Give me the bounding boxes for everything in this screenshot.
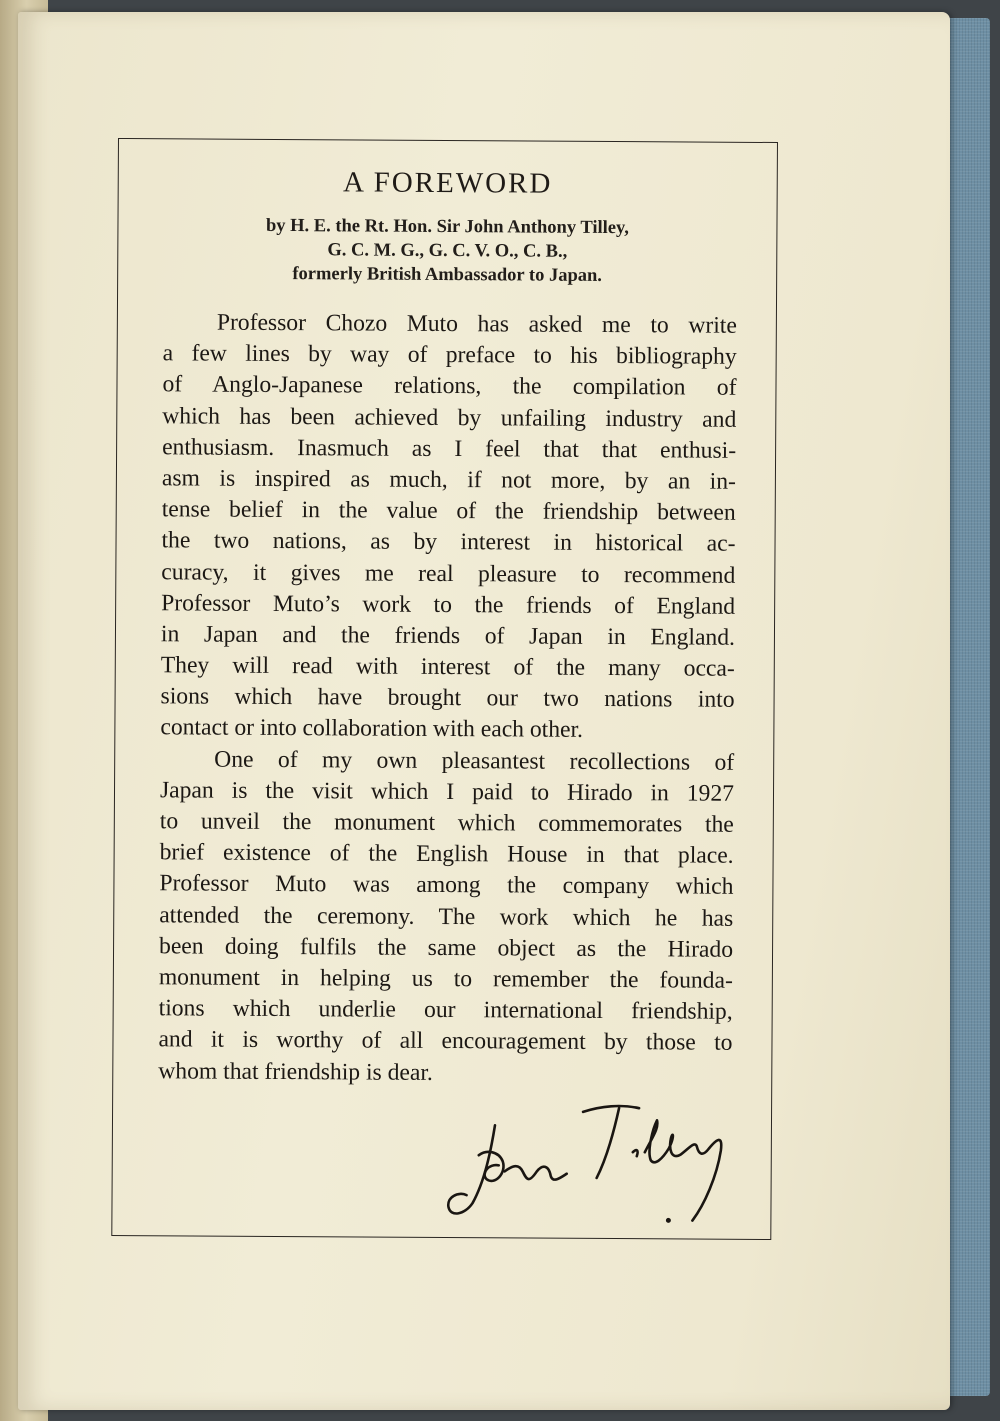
text-line: enthusiasm. Inasmuch as I feel that that enthusi- — [162, 434, 737, 464]
byline-line: G. C. M. G., G. C. V. O., C. B., — [327, 240, 568, 262]
text-line: and it is worthy of all encouragement by those to — [158, 1026, 733, 1057]
handwritten-signature — [432, 1091, 733, 1233]
text-line: in Japan and the friends of Japan in England. — [160, 621, 736, 651]
text-line: the two nations, as by interest in historical ac- — [161, 527, 736, 558]
text-line: Professor Muto was among the company which — [159, 870, 734, 901]
page-title: A FOREWORD — [342, 166, 553, 200]
text-line: which has been achieved by unfailing industry and — [162, 402, 737, 433]
text-line: brief existence of the English House in that place. — [159, 839, 734, 869]
text-line: Professor Muto’s work to the friends of England — [161, 589, 736, 620]
paragraph — [160, 307, 737, 747]
text-line: attended the ceremony. The work which he has — [159, 901, 734, 932]
paragraph — [158, 744, 734, 1091]
text-line: contact or into collaboration with each other. — [160, 714, 584, 744]
text-line: of Anglo-Japanese relations, the compilation of — [162, 371, 737, 402]
text-line: tions which underlie our international friendship, — [158, 995, 733, 1025]
text-line: Japan is the visit which I paid to Hirado in 1927 — [159, 777, 735, 807]
text-line: sions which have brought our two nations into — [160, 683, 735, 714]
text-line: They will read with interest of the many occa- — [160, 652, 735, 682]
text-line: tense belief in the value of the friendship between — [161, 496, 736, 526]
text-line: whom that friendship is dear. — [158, 1057, 433, 1086]
text-frame — [111, 138, 778, 1240]
text-line: Professor Chozo Muto has asked me to write — [216, 309, 737, 339]
text-line: One of my own pleasantest recollections of — [214, 746, 735, 776]
text-line: a few lines by way of preface to his bibliography — [162, 340, 737, 370]
text-line: monument in helping us to remember the founda- — [158, 964, 733, 994]
byline-line: formerly British Ambassador to Japan. — [292, 264, 602, 286]
book-page — [18, 12, 950, 1410]
byline-line: by H. E. the Rt. Hon. Sir John Anthony Tilley, — [265, 215, 629, 239]
text-line: to unveil the monument which commemorates the — [159, 808, 734, 838]
text-line: asm is inspired as much, if not more, by an in- — [161, 465, 736, 495]
byline — [118, 213, 776, 289]
text-line: curacy, it gives me real pleasure to recommend — [161, 558, 736, 589]
foreword-body — [158, 307, 737, 1090]
text-line: been doing fulfils the same object as the Hirado — [158, 933, 734, 963]
